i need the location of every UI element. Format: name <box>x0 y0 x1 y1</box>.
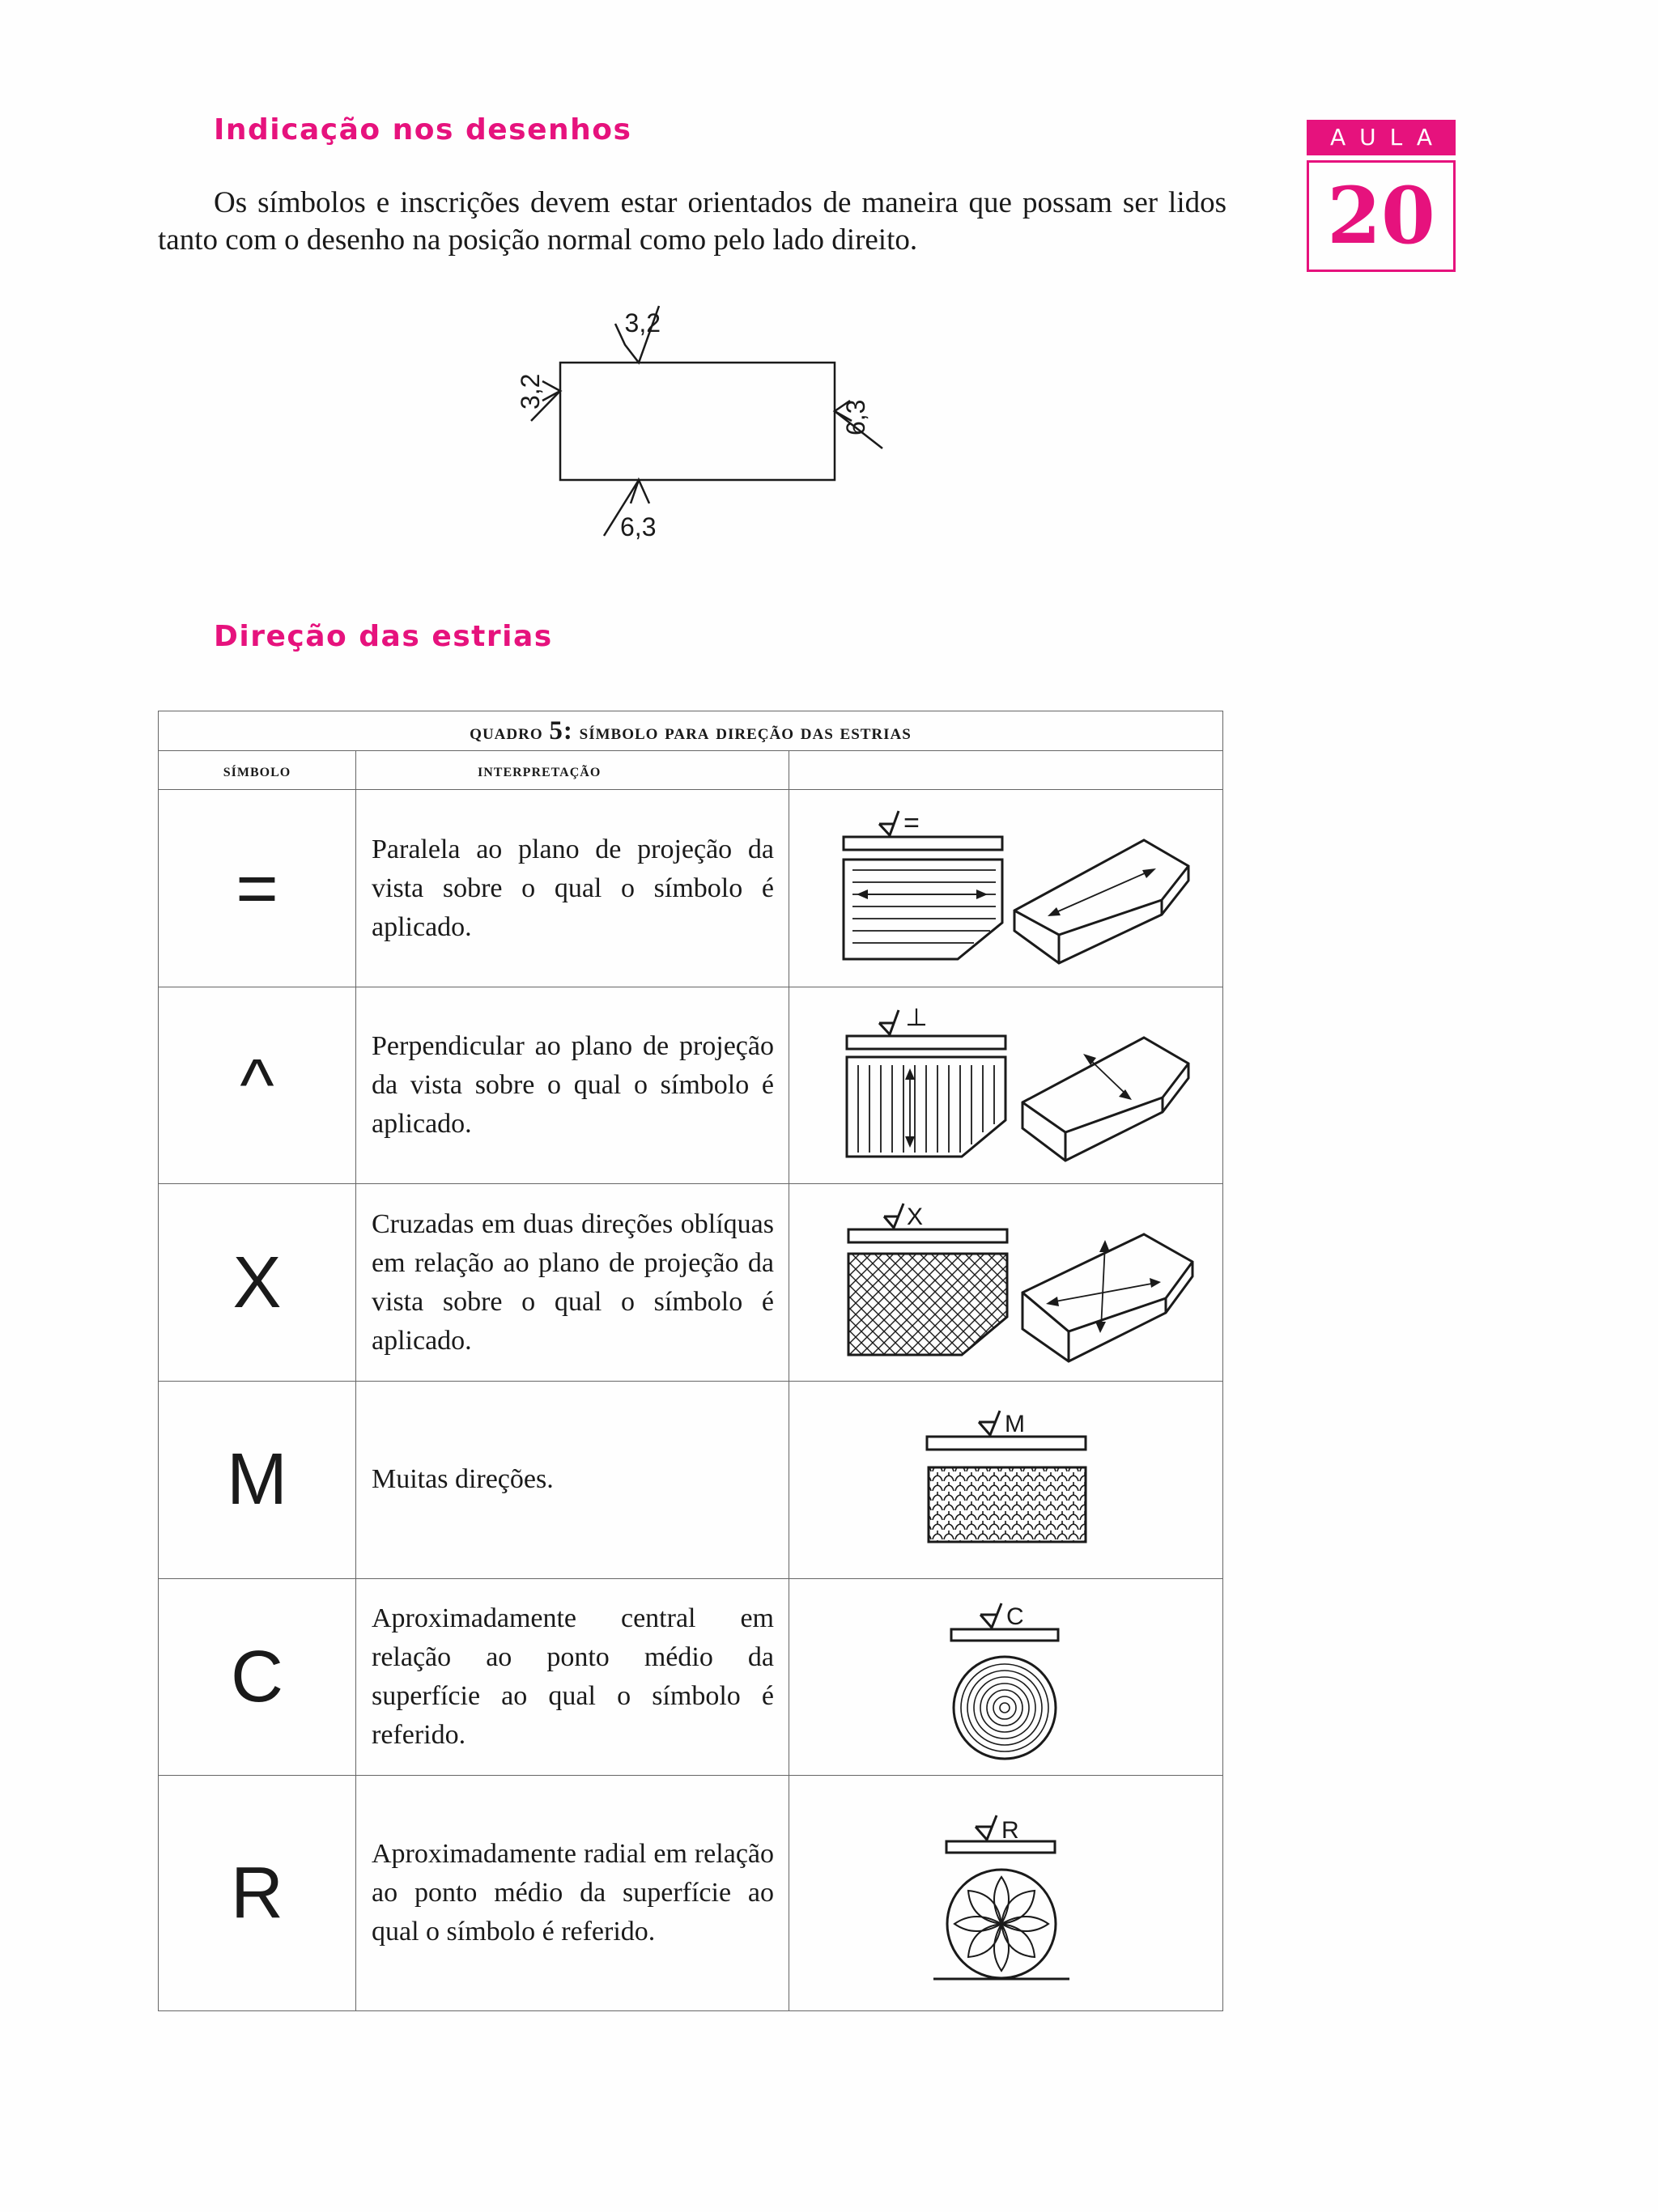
table-row <box>159 987 1223 1184</box>
table-row <box>159 1776 1223 2011</box>
diagram-right-value: 6,3 <box>841 399 870 435</box>
radial-lay-figure <box>925 1796 1087 1990</box>
table-row <box>159 790 1223 987</box>
table-row <box>159 1184 1223 1382</box>
row-figure <box>789 790 1223 987</box>
section-heading-indicacao: Indicação nos desenhos <box>214 113 632 146</box>
row-symbol: = <box>159 790 356 987</box>
row-interpretation: Paralela ao plano de projeção da vista sobre o qual o símbolo é aplicado. <box>356 790 789 987</box>
diagram-rectangle <box>560 363 835 480</box>
table-caption-row <box>159 711 1223 751</box>
table-row <box>159 1578 1223 1776</box>
row-figure <box>789 1776 1223 2011</box>
multidirectional-lay-figure <box>909 1395 1103 1565</box>
aula-number: 20 <box>1307 160 1456 272</box>
row-interpretation: Cruzadas em duas direções oblíquas em relação ao plano de projeção da vista sobre o qual o símbolo é aplicado. <box>356 1184 789 1382</box>
row-interpretation: Muitas direções. <box>356 1382 789 1579</box>
figure-lay-label: X <box>906 1204 923 1231</box>
aula-badge <box>1307 120 1456 272</box>
intro-paragraph: Os símbolos e inscrições devem estar orientados de maneira que possam ser lidos tanto com o desenho na posição normal como pelo lado direito. <box>158 186 1226 257</box>
table-row <box>159 1382 1223 1579</box>
diagram-top-value: 3,2 <box>624 308 661 338</box>
row-symbol: R <box>159 1776 356 2011</box>
crossed-lay-figure <box>816 1195 1197 1369</box>
row-interpretation: Aproximadamente radial em relação ao ponto médio da superfície ao qual o símbolo é referido. <box>356 1776 789 2011</box>
row-symbol: M <box>159 1382 356 1579</box>
row-symbol: X <box>159 1184 356 1382</box>
column-header-figure <box>789 751 1223 790</box>
row-interpretation: Aproximadamente central em relação ao ponto médio da superfície ao qual o símbolo é referido. <box>356 1578 789 1776</box>
parallel-lay-figure <box>816 801 1197 975</box>
quadro-5-table <box>158 711 1223 2011</box>
caption-prefix: quadro <box>470 719 543 744</box>
circular-lay-figure <box>925 1589 1087 1765</box>
row-figure <box>789 987 1223 1184</box>
figure-lay-label: = <box>903 808 920 839</box>
row-symbol: C <box>159 1578 356 1776</box>
aula-label: AULA <box>1307 120 1456 155</box>
table-caption <box>159 711 1223 751</box>
perpendicular-lay-figure <box>816 999 1197 1173</box>
diagram-left-value: 3,2 <box>516 373 545 410</box>
figure-lay-label: M <box>1004 1411 1025 1438</box>
diagram-bottom-value: 6,3 <box>620 512 657 541</box>
row-figure <box>789 1578 1223 1776</box>
figure-lay-label: C <box>1005 1603 1024 1630</box>
column-header-symbol: símbolo <box>159 751 356 790</box>
surface-indication-diagram <box>478 293 915 552</box>
caption-number: 5: <box>549 715 573 745</box>
caption-title: símbolo para direção das estrias <box>579 719 912 744</box>
row-figure <box>789 1382 1223 1579</box>
row-symbol: ^ <box>159 987 356 1184</box>
row-figure <box>789 1184 1223 1382</box>
row-interpretation: Perpendicular ao plano de projeção da vista sobre o qual o símbolo é aplicado. <box>356 987 789 1184</box>
table-header-row <box>159 751 1223 790</box>
figure-lay-label: R <box>1001 1817 1019 1845</box>
section-heading-direcao: Direção das estrias <box>214 620 553 653</box>
column-header-interpretation: interpretação <box>356 751 789 790</box>
